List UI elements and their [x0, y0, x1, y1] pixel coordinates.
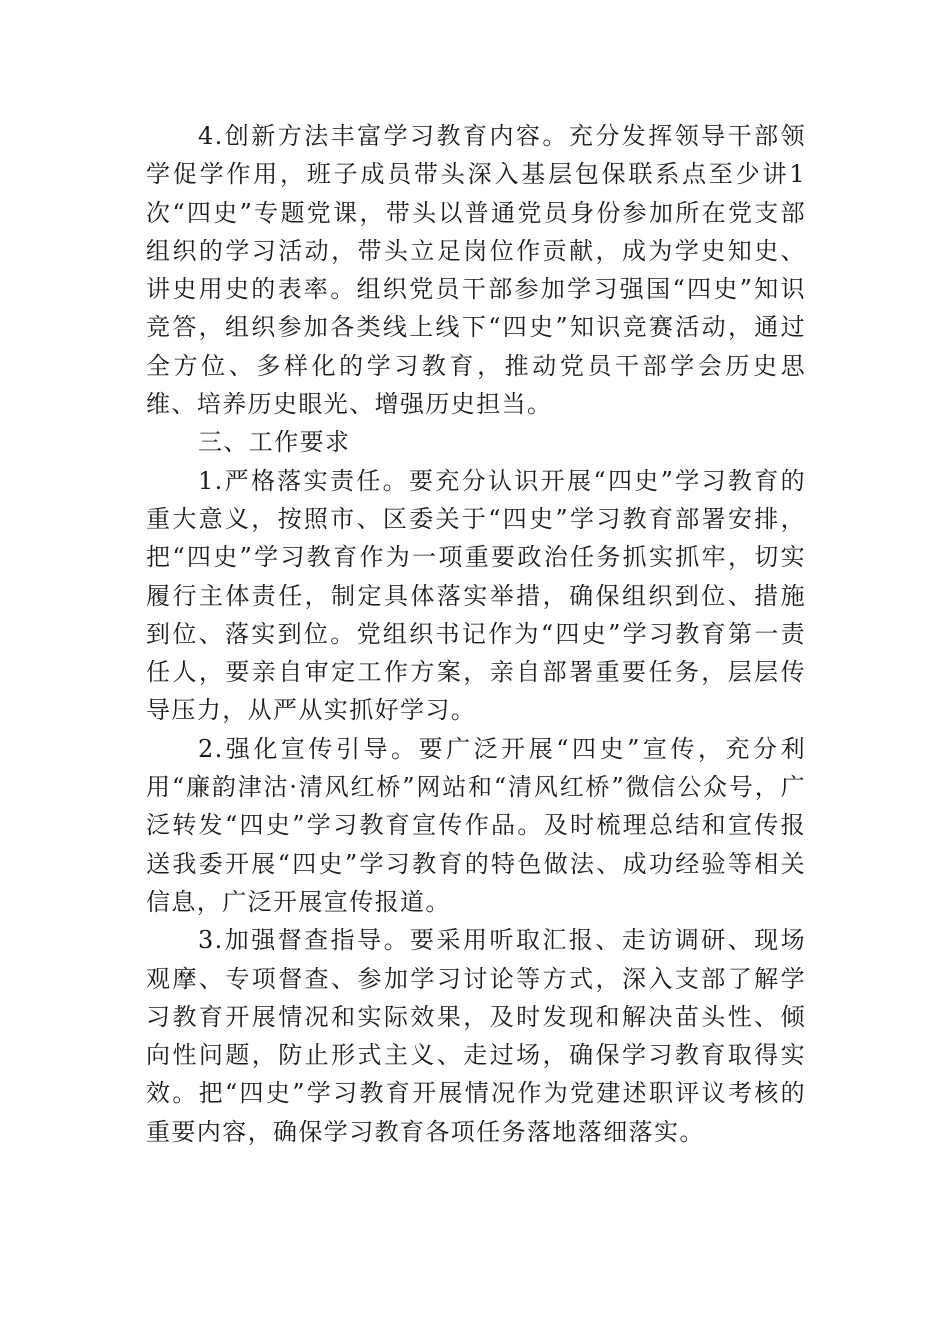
paragraph-supervision-guidance: 3.加强督查指导。要采用听取汇报、走访调研、现场观摩、专项督查、参加学习讨论等方式，深入支部了解学习教育开展情况和实际效果，及时发现和解决苗头性、倾向性问题，防止形式主义、走过场，确保学习教育取得实效。把“四史”学习教育开展情况作为党建述职评议考核的重要内容，确保学习教育各项任务落地落细落实。	[146, 926, 806, 1146]
section-heading-work-requirements: 三、工作要求	[198, 428, 351, 457]
document-body	[146, 117, 806, 1151]
paragraph-innovate-methods: 4.创新方法丰富学习教育内容。充分发挥领导干部领学促学作用，班子成员带头深入基层包保联系点至少讲1次“四史”专题党课，带头以普通党员身份参加所在党支部组织的学习活动，带头立足岗位作贡献，成为学史知史、讲史用史的表率。组织党员干部参加学习强国“四史”知识竞答，组织参加各类线上线下“四史”知识竞赛活动，通过全方位、多样化的学习教育，推动党员干部学会历史思维、培养历史眼光、增强历史担当。	[146, 122, 806, 419]
paragraph-publicity-guidance: 2.强化宣传引导。要广泛开展“四史”宣传，充分利用“廉韵津沽·清风红桥”网站和“清风红桥”微信公众号，广泛转发“四史”学习教育宣传作品。及时梳理总结和宣传报送我委开展“四史”学习教育的特色做法、成功经验等相关信息，广泛开展宣传报道。	[146, 734, 806, 916]
paragraph-implement-responsibility: 1.严格落实责任。要充分认识开展“四史”学习教育的重大意义，按照市、区委关于“四史”学习教育部署安排，把“四史”学习教育作为一项重要政治任务抓实抓牢，切实履行主体责任，制定具体落实举措，确保组织到位、措施到位、落实到位。党组织书记作为“四史”学习教育第一责任人，要亲自审定工作方案，亲自部署重要任务，层层传导压力，从严从实抓好学习。	[146, 466, 806, 725]
